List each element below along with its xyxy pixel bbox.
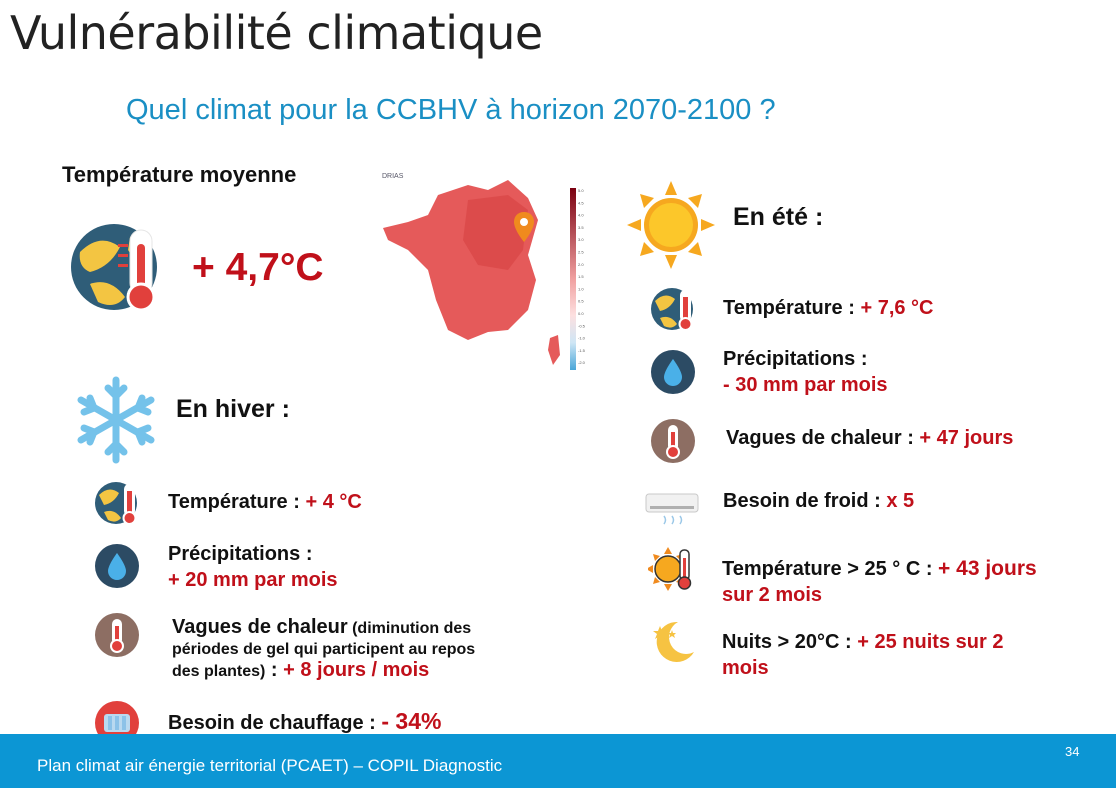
summer-nights: Nuits > 20°C : + 25 nuits sur 2 mois <box>722 631 1004 679</box>
map-scale-tick: 3.5 <box>578 224 584 230</box>
map-scale-tick: 1.0 <box>578 286 584 292</box>
water-drop-icon <box>94 543 140 589</box>
map-scale-tick: -0.5 <box>578 323 585 329</box>
mean-temp-label: Température moyenne <box>62 162 297 187</box>
summer-heading: En été : <box>733 203 824 231</box>
summer-hot-days: Température > 25 ° C : + 43 jours sur 2 mois <box>722 557 1037 606</box>
map-scale-tick: -1.5 <box>578 347 585 353</box>
winter-precip-label: Précipitations : <box>168 543 313 565</box>
page-number: 34 <box>1065 744 1080 759</box>
map-scale-tick: -1.0 <box>578 335 585 341</box>
winter-heatwaves: Vagues de chaleur (diminution des périodes de gel qui participent au repos des plantes) : + 8 jours / mois <box>172 616 476 681</box>
summer-precip-value: - 30 mm par mois <box>723 374 888 396</box>
map-scale-tick: 2.5 <box>578 249 584 255</box>
water-drop-icon <box>650 349 696 395</box>
mean-temp-value: + 4,7°C <box>192 246 324 289</box>
sun-icon <box>626 180 716 270</box>
thermometer-icon <box>94 612 140 658</box>
footer-text: Plan climat air énergie territorial (PCAET) – COPIL Diagnostic <box>37 756 503 775</box>
moon-stars-icon <box>648 618 696 664</box>
summer-cooling: Besoin de froid : x 5 <box>723 490 915 512</box>
earth-thermometer-icon <box>650 286 696 332</box>
summer-precip-label: Précipitations : <box>723 348 868 370</box>
winter-heating: Besoin de chauffage : - 34% <box>168 708 442 734</box>
snowflake-icon <box>72 374 160 466</box>
map-scale-tick: 0.5 <box>578 298 584 304</box>
winter-temperature: Température : + 4 °C <box>168 491 362 513</box>
hot-sun-thermometer-icon <box>648 546 698 592</box>
summer-temperature: Température : + 7,6 °C <box>723 297 934 319</box>
earth-thermometer-icon <box>70 222 162 312</box>
map-scale-tick: 5.0 <box>578 188 584 193</box>
drias-logo: DRIAS <box>382 173 404 180</box>
map-scale-tick: 0.0 <box>578 311 584 316</box>
thermometer-icon <box>650 418 696 464</box>
map-scale-tick: 4.0 <box>578 212 584 218</box>
slide-title: Vulnérabilité climatique <box>10 6 543 60</box>
map-scale-tick: 1.5 <box>578 274 584 280</box>
map-scale-tick: 2.0 <box>578 261 584 267</box>
winter-precip-value: + 20 mm par mois <box>168 569 338 591</box>
summer-heatwaves: Vagues de chaleur : + 47 jours <box>726 427 1014 449</box>
map-scale-tick: 4.5 <box>578 200 584 206</box>
france-temperature-map <box>378 160 590 375</box>
map-scale-tick: 3.0 <box>578 237 584 243</box>
map-scale-tick: -2.0 <box>578 360 585 366</box>
winter-heading: En hiver : <box>176 395 290 423</box>
slide-subtitle: Quel climat pour la CCBHV à horizon 2070-2100 ? <box>126 94 776 126</box>
earth-thermometer-icon <box>94 480 140 526</box>
air-conditioner-icon <box>644 488 702 530</box>
